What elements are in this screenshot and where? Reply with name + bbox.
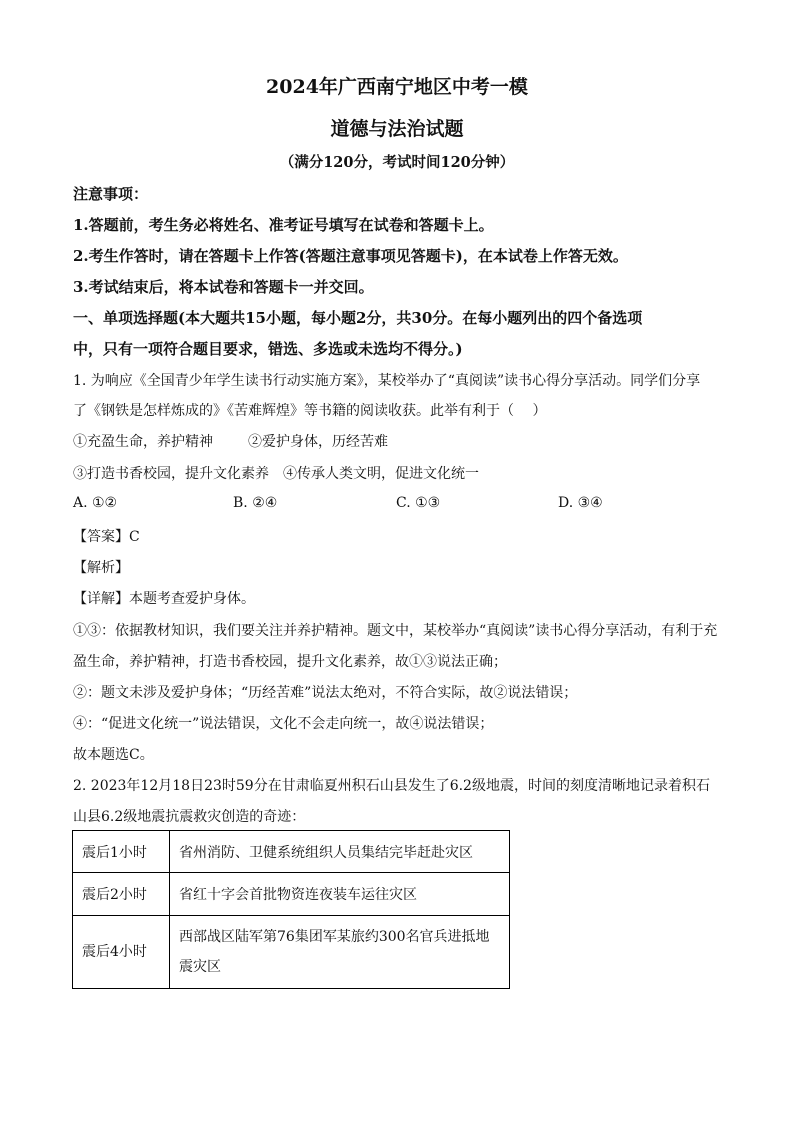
subject-title: 道德与法治试题 (330, 118, 464, 140)
section-heading-line-1: 一、单项选择题(本大题共15小题，每小题2分，共30分。在每小题列出的四个备选项 (73, 309, 643, 327)
notice-item-1: 1.答题前，考生务必将姓名、准考证号填写在试卷和答题卡上。 (73, 216, 494, 234)
section-heading-line-2: 中，只有一项符合题目要求，错选、多选或未选均不得分。) (73, 340, 463, 358)
table-cell-event (170, 916, 510, 989)
q2-stem-line-1: 2. 2023年12月18日23时59分在甘肃临夏州积石山县发生了6.2级地震，时间的刻度清晰地记录着积石 (73, 778, 710, 794)
q1-analysis-label: 【解析】 (73, 560, 129, 576)
notice-heading: 注意事项： (73, 185, 149, 203)
table-cell-event: 省红十字会首批物资连夜装车运往灾区 (170, 873, 510, 916)
q1-stem-line-2: 了《钢铁是怎样炼成的》《苦难辉煌》等书籍的阅读收获。此举有利于（ ） (73, 403, 547, 419)
q1-option-b: B. ②④ (233, 495, 278, 511)
q2-stem-line-2: 山县6.2级地震抗震救灾创造的奇迹： (73, 809, 306, 825)
q1-statement-1: ①充盈生命，养护精神 (73, 434, 213, 450)
table-row (73, 873, 510, 916)
table-cell-time: 震后2小时 (73, 873, 170, 916)
table-cell-event-line-2: 震灾区 (179, 959, 221, 975)
q1-conclusion: 故本题选C。 (73, 747, 154, 763)
q1-option-d: D. ③④ (558, 495, 603, 511)
q1-statement-2: ②爱护身体，历经苦难 (248, 434, 388, 450)
exam-info: （满分120分，考试时间120分钟） (279, 154, 515, 171)
table-cell-time: 震后4小时 (73, 916, 170, 989)
q1-detail: 【详解】本题考查爱护身体。 (73, 591, 255, 607)
notice-item-2: 2.考生作答时，请在答题卡上作答(答题注意事项见答题卡)，在本试卷上作答无效。 (73, 247, 628, 265)
table-cell-event: 省州消防、卫健系统组织人员集结完毕赶赴灾区 (170, 831, 510, 873)
q1-stem-line-1: 1. 为响应《全国青少年学生读书行动实施方案》，某校举办了“真阅读”读书心得分享活动。同学们分享 (73, 373, 701, 389)
q2-timeline-table (72, 830, 510, 989)
q1-explanation-2: 盈生命，养护精神，打造书香校园，提升文化素养，故①③说法正确； (73, 654, 507, 670)
q1-statement-3: ③打造书香校园，提升文化素养 (73, 466, 269, 482)
q1-option-a: A. ①② (73, 495, 118, 511)
q1-explanation-3: ②：题文未涉及爱护身体；“历经苦难”说法太绝对，不符合实际，故②说法错误； (73, 685, 578, 701)
notice-item-3: 3.考试结束后，将本试卷和答题卡一并交回。 (73, 278, 374, 296)
exam-title: 2024年广西南宁地区中考一模 (266, 76, 528, 98)
q1-answer: 【答案】C (73, 529, 140, 545)
table-cell-event-line-1: 西部战区陆军第76集团军某旅约300名官兵进抵地 (179, 929, 490, 945)
table-cell-time: 震后1小时 (73, 831, 170, 873)
table-row (73, 831, 510, 873)
q1-statement-4: ④传承人类文明，促进文化统一 (283, 466, 479, 482)
q1-explanation-1: ①③：依据教材知识，我们要关注并养护精神。题文中，某校举办“真阅读”读书心得分享活动，有利于充 (73, 623, 718, 639)
table-row (73, 916, 510, 989)
q1-explanation-4: ④：“促进文化统一”说法错误，文化不会走向统一，故④说法错误； (73, 716, 494, 732)
q1-option-c: C. ①③ (396, 495, 441, 511)
